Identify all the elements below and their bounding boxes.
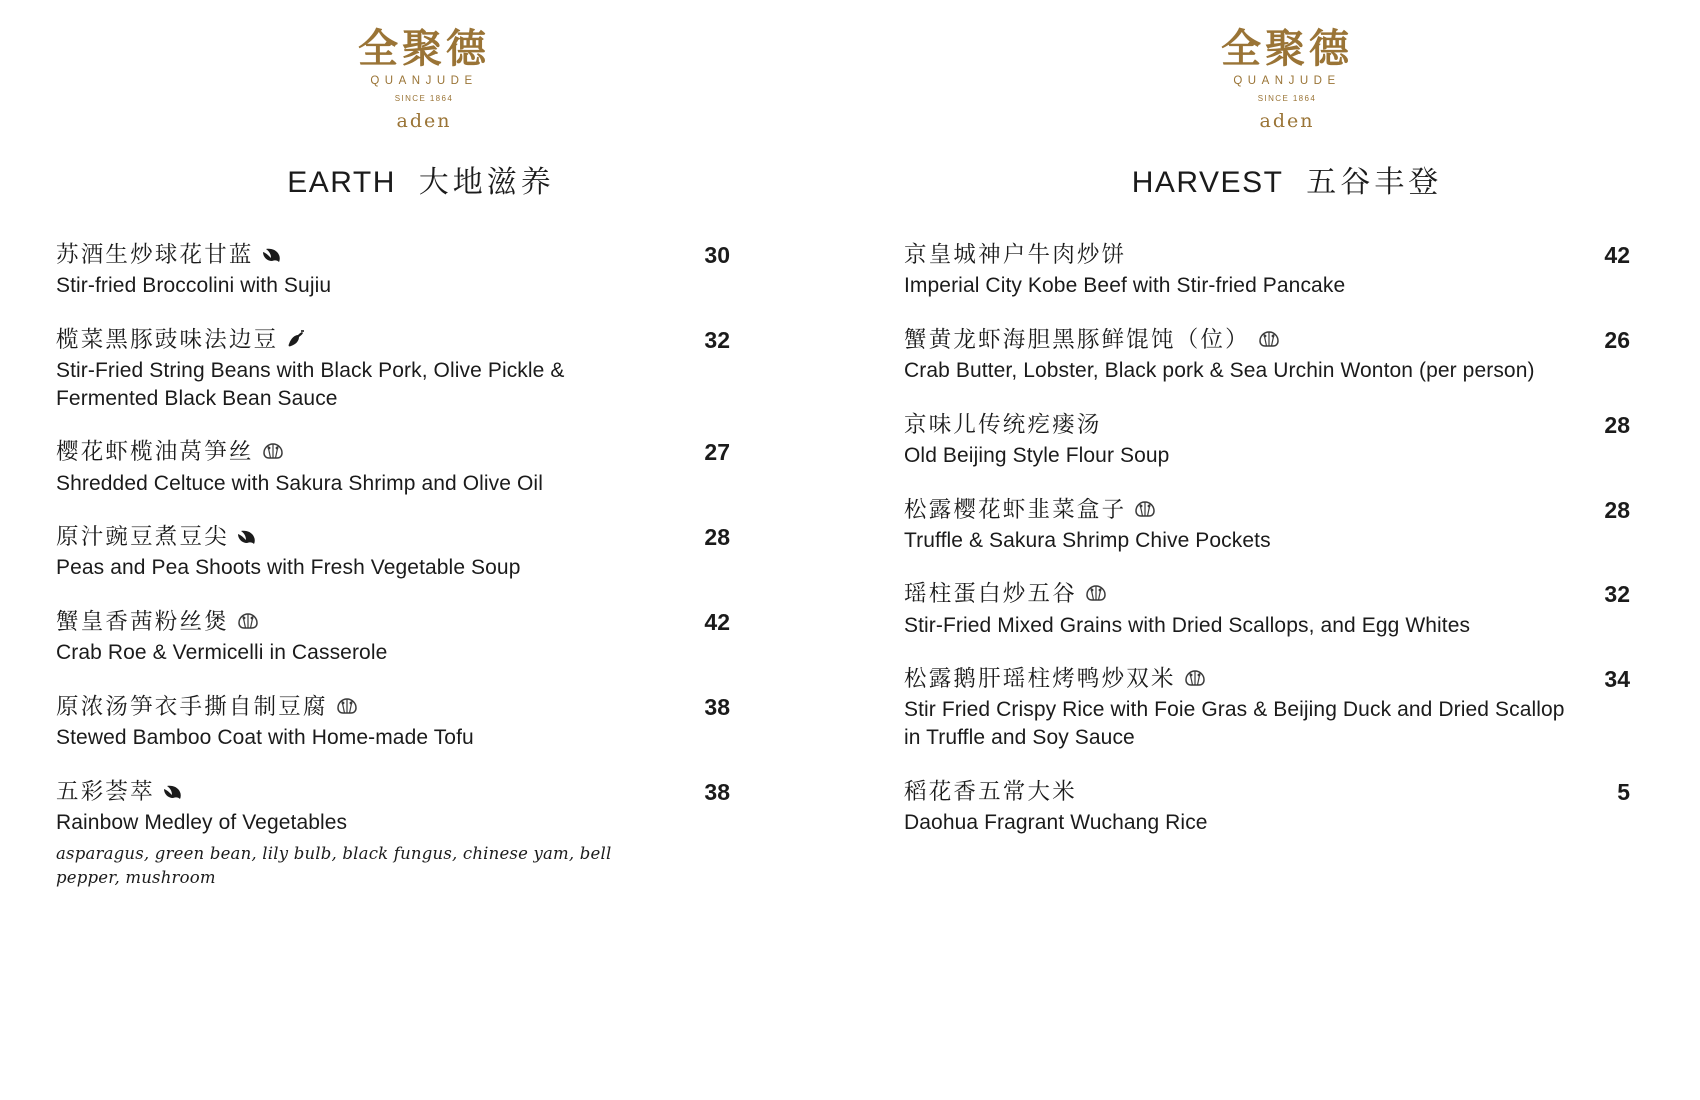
item-name-zh	[56, 326, 672, 354]
item-price: 28	[1604, 496, 1630, 523]
item-price: 32	[1604, 581, 1630, 608]
shellfish-icon	[1258, 330, 1280, 348]
item-zh-text: 原汁豌豆煮豆尖	[56, 524, 229, 551]
item-name-zh	[56, 241, 672, 269]
item-name-zh	[904, 778, 1572, 806]
shellfish-icon	[237, 612, 259, 630]
brand-name: QUANJUDE	[370, 75, 478, 87]
brand-block-left	[118, 25, 730, 132]
item-body	[904, 778, 1590, 837]
item-body	[56, 778, 690, 890]
list-item	[56, 326, 730, 413]
item-body	[904, 241, 1590, 300]
item-body	[56, 438, 690, 497]
section-title-en: HARVEST	[1131, 166, 1284, 199]
item-zh-text: 榄菜黑豚豉味法边豆	[56, 326, 279, 353]
item-price: 42	[1604, 242, 1630, 268]
item-body	[904, 411, 1590, 470]
item-body	[904, 665, 1590, 752]
section-title-harvest	[944, 157, 1630, 201]
item-price: 42	[704, 609, 730, 636]
shellfish-icon	[1085, 584, 1107, 602]
item-zh-text: 原浓汤笋衣手撕自制豆腐	[56, 693, 328, 720]
item-zh-text: 松露樱花虾韭菜盒子	[904, 496, 1127, 523]
list-item	[904, 241, 1630, 300]
section-title-en: EARTH	[287, 166, 396, 199]
item-body	[56, 608, 690, 667]
item-price: 28	[704, 524, 730, 551]
item-price: 38	[704, 693, 730, 720]
item-price: 26	[1604, 326, 1630, 353]
item-name-en: Stir Fried Crispy Rice with Foie Gras & Beijing Duck and Dried Scallop in Truffle and Soy Sauce	[904, 698, 1565, 750]
list-item	[56, 241, 730, 300]
brand-since: SINCE 1864	[394, 94, 454, 103]
item-name-en: Rainbow Medley of Vegetables	[56, 810, 348, 834]
shellfish-icon	[336, 697, 358, 715]
list-item	[56, 608, 730, 667]
list-item	[904, 778, 1630, 837]
item-zh-text: 京皇城神户牛肉炒饼	[904, 242, 1127, 268]
section-title-zh: 大地滋养	[418, 165, 555, 200]
list-item	[56, 523, 730, 582]
menu-items-harvest	[904, 241, 1630, 837]
item-name-zh	[904, 411, 1572, 439]
menu-column-earth	[0, 25, 850, 1100]
item-body	[56, 693, 690, 752]
item-name-zh	[56, 438, 672, 466]
brand-block-right	[944, 25, 1630, 132]
item-body	[904, 326, 1590, 385]
list-item	[56, 438, 730, 497]
brand-since: SINCE 1864	[1257, 94, 1317, 103]
list-item	[904, 326, 1630, 385]
item-body	[904, 580, 1590, 639]
menu-items-earth	[56, 241, 730, 889]
item-name-en: Imperial City Kobe Beef with Stir-fried Pancake	[904, 274, 1346, 298]
item-zh-text: 蟹黄龙虾海胆黑豚鲜馄饨（位）	[904, 326, 1250, 353]
list-item	[904, 496, 1630, 555]
shellfish-icon	[262, 442, 284, 460]
item-name-zh	[904, 496, 1572, 524]
item-name-en: Stir-fried Broccolini with Sujiu	[56, 274, 332, 298]
vegan-leaf-icon	[237, 529, 257, 545]
item-zh-text: 稻花香五常大米	[904, 778, 1077, 805]
shellfish-icon	[1184, 669, 1206, 687]
quanjude-logo: 全聚德	[358, 25, 490, 72]
section-title-zh: 五谷丰登	[1306, 165, 1443, 200]
item-name-en: Crab Butter, Lobster, Black pork & Sea Urchin Wonton (per person)	[904, 358, 1535, 382]
brand-name: QUANJUDE	[1233, 75, 1341, 87]
item-zh-text: 蟹皇香茜粉丝煲	[56, 609, 229, 636]
item-price: 34	[1604, 666, 1630, 693]
brand-sub-logo: aden	[396, 110, 452, 132]
item-name-zh	[56, 693, 672, 721]
item-price: 27	[704, 439, 730, 466]
item-name-zh	[56, 778, 672, 806]
list-item	[56, 693, 730, 752]
item-name-en: Crab Roe & Vermicelli in Casserole	[56, 641, 388, 665]
item-price: 30	[704, 242, 730, 268]
list-item	[904, 411, 1630, 470]
item-zh-text: 瑶柱蛋白炒五谷	[904, 581, 1077, 608]
item-name-zh	[904, 326, 1572, 354]
item-zh-text: 松露鹅肝瑶柱烤鸭炒双米	[904, 666, 1176, 693]
item-name-en: Old Beijing Style Flour Soup	[904, 443, 1170, 467]
item-body	[904, 496, 1590, 555]
menu-column-harvest	[850, 25, 1700, 1100]
item-name-en: Shredded Celtuce with Sakura Shrimp and Olive Oil	[56, 471, 543, 495]
item-zh-text: 苏酒生炒球花甘蓝	[56, 242, 254, 268]
item-zh-text: 樱花虾榄油莴笋丝	[56, 439, 254, 466]
vegan-leaf-icon	[163, 784, 183, 800]
item-price: 32	[704, 326, 730, 353]
item-name-en: Daohua Fragrant Wuchang Rice	[904, 810, 1208, 834]
item-body	[56, 326, 690, 413]
chili-icon	[286, 330, 306, 348]
quanjude-logo: 全聚德	[1221, 25, 1353, 72]
item-name-en: Stir-Fried Mixed Grains with Dried Scallops, and Egg Whites	[904, 613, 1471, 637]
item-name-en: Stir-Fried String Beans with Black Pork, Olive Pickle & Fermented Black Bean Sauce	[56, 358, 565, 410]
item-body	[56, 241, 690, 300]
brand-sub-logo: aden	[1259, 110, 1315, 132]
list-item	[56, 778, 730, 890]
item-zh-text: 京味儿传统疙瘘汤	[904, 411, 1102, 438]
item-name-en: Stewed Bamboo Coat with Home-made Tofu	[56, 726, 474, 750]
item-name-en: Peas and Pea Shoots with Fresh Vegetable Soup	[56, 556, 521, 580]
shellfish-icon	[1134, 500, 1156, 518]
item-name-zh	[904, 241, 1572, 269]
item-name-zh	[904, 665, 1572, 693]
item-price: 38	[704, 778, 730, 805]
item-price: 28	[1604, 411, 1630, 438]
item-body	[56, 523, 690, 582]
list-item	[904, 665, 1630, 752]
section-title-earth	[112, 157, 730, 201]
item-ingredients-note: asparagus, green bean, lily bulb, black fungus, chinese yam, bell pepper, mushroom	[56, 843, 612, 887]
item-name-zh	[56, 608, 672, 636]
vegan-leaf-icon	[262, 247, 282, 263]
item-zh-text: 五彩荟萃	[56, 778, 155, 805]
item-name-zh	[904, 580, 1572, 608]
item-price: 5	[1617, 778, 1630, 805]
item-name-zh	[56, 523, 672, 551]
list-item	[904, 580, 1630, 639]
item-name-en: Truffle & Sakura Shrimp Chive Pockets	[904, 528, 1271, 552]
